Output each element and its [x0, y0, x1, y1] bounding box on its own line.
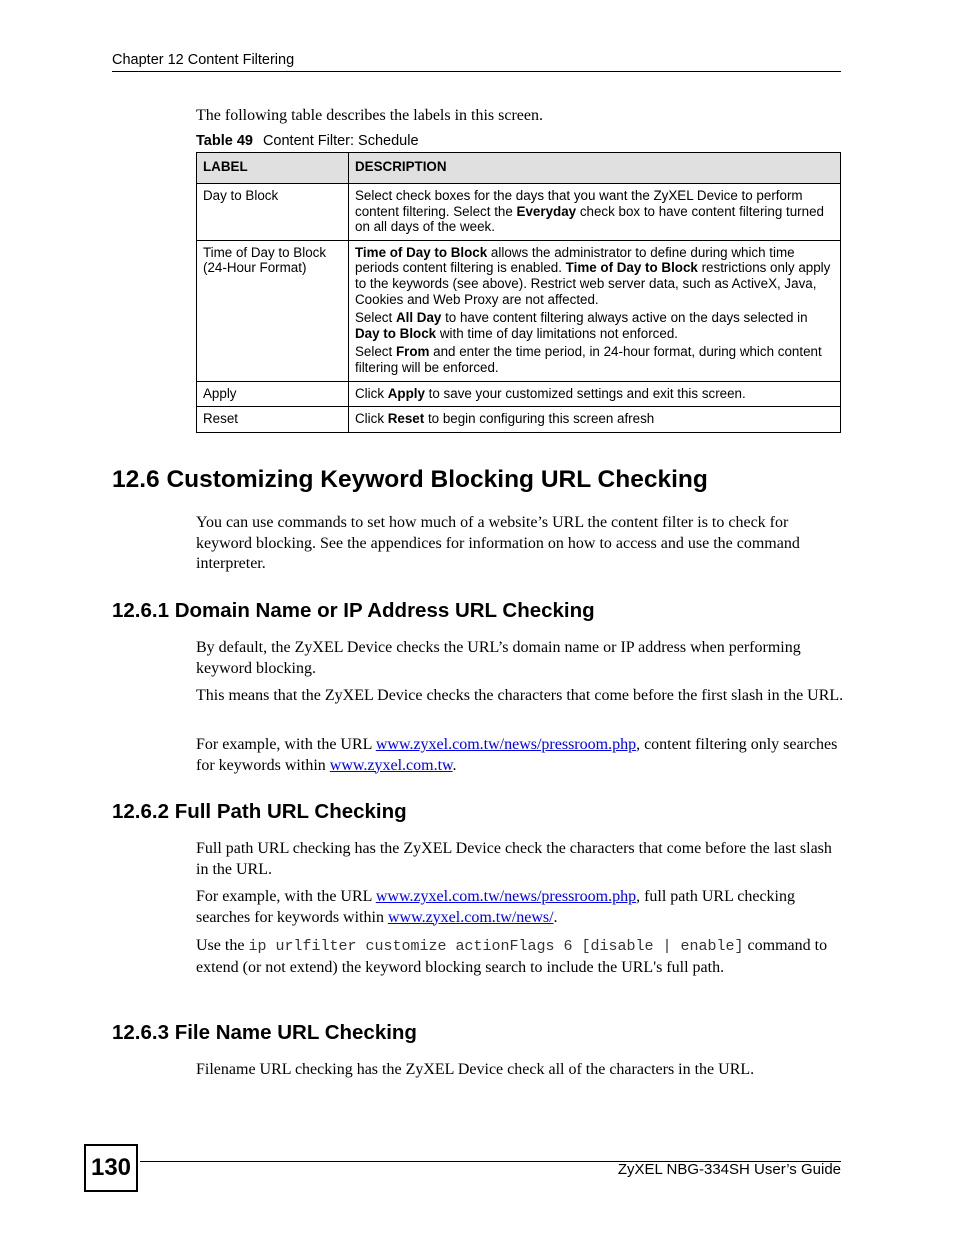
chapter-title: Chapter 12 Content Filtering: [112, 52, 295, 68]
text-span: Select check boxes for the days that you want the ZyXEL Device to perform content filtering. Select the: [355, 188, 803, 219]
text-span: Use the: [196, 937, 249, 954]
text-span: Click: [355, 385, 388, 401]
text-span: .: [452, 756, 457, 774]
section-12-6-1-paragraph-1: By default, the ZyXEL Device checks the URL’s domain name or IP address when performing keyword blocking.: [196, 639, 801, 677]
description-column-header: DESCRIPTION: [349, 153, 841, 184]
text-span: For example, with the URL: [196, 736, 376, 753]
row-label-line: Time of Day to Block: [203, 244, 327, 260]
url-link[interactable]: www.zyxel.com.tw/news/pressroom.php: [375, 888, 637, 905]
text-span: Select: [355, 344, 396, 360]
labels-table: [196, 152, 841, 433]
command-text: ip urlfilter customize actionFlags 6 [disable | enable]: [248, 938, 744, 955]
text-span: , full path URL checking searches for keywords within: [196, 888, 795, 926]
section-12-6-paragraph: You can use commands to set how much of a website’s URL the content filter is to check for keyword blocking. See the appendices for information on how to access and use the command interpreter.: [196, 514, 800, 572]
bold-text: Reset: [387, 411, 425, 427]
row-description: [349, 240, 841, 381]
text-span: and enter the time period, in 24-hour format, during which content filtering will be enforced.: [355, 344, 822, 375]
table-row: [197, 407, 841, 433]
section-12-6-1-paragraph-3: [196, 735, 846, 776]
text-span: with time of day limitations not enforced.: [436, 325, 678, 341]
row-label: Day to Block: [197, 184, 349, 241]
bold-text: Time of Day to Block: [565, 260, 698, 276]
section-12-6-2-paragraph-1: Full path URL checking has the ZyXEL Device check the characters that come before the last slash in the URL.: [196, 840, 832, 878]
url-link[interactable]: www.zyxel.com.tw: [329, 756, 453, 774]
bold-text: From: [395, 344, 430, 360]
text-span: to have content filtering always active on the days selected in: [441, 310, 808, 326]
table-row: [197, 381, 841, 407]
guide-title: ZyXEL NBG-334SH User’s Guide: [617, 1161, 841, 1178]
url-link[interactable]: www.zyxel.com.tw/news/: [387, 908, 554, 926]
row-label: Reset: [197, 407, 349, 433]
text-span: restrictions only apply to the keywords (see above). Restrict web server data, such as ActiveX, Java, Cookies and Web Proxy are not affected.: [355, 260, 831, 307]
bold-text: Apply: [387, 385, 425, 401]
running-header: [112, 52, 841, 72]
text-span: command to extend (or not extend) the keyword blocking search to include the URL's full path.: [196, 937, 828, 976]
text-span: Click: [355, 411, 388, 427]
intro-text: The following table describes the labels in this screen.: [196, 107, 544, 124]
row-description: [349, 407, 841, 433]
section-heading-12-6-3: 12.6.3 File Name URL Checking: [112, 1021, 417, 1044]
bold-text: Everyday: [516, 203, 577, 219]
row-description: [349, 381, 841, 407]
text-span: , content filtering only searches for keywords within: [196, 736, 838, 774]
bold-text: All Day: [395, 310, 442, 326]
section-heading-12-6: 12.6 Customizing Keyword Blocking URL Checking: [112, 466, 708, 493]
section-heading-12-6-1: 12.6.1 Domain Name or IP Address URL Checking: [112, 599, 595, 622]
row-description: [349, 184, 841, 241]
description-paragraph: [355, 344, 834, 375]
text-span: Select: [355, 310, 396, 326]
text-span: to save your customized settings and exit this screen.: [424, 385, 746, 401]
table-caption-title: Content Filter: Schedule: [262, 133, 419, 149]
bold-text: Day to Block: [355, 325, 437, 341]
table-caption-number: Table 49: [196, 133, 253, 149]
text-span: For example, with the URL: [196, 888, 376, 905]
section-12-6-1-paragraph-2: This means that the ZyXEL Device checks the characters that come before the first slash in the URL.: [196, 687, 844, 704]
section-12-6-3-paragraph: Filename URL checking has the ZyXEL Device check all of the characters in the URL.: [196, 1061, 755, 1078]
section-heading-12-6-2: 12.6.2 Full Path URL Checking: [112, 800, 407, 823]
row-label: Apply: [197, 381, 349, 407]
row-label: [197, 240, 349, 381]
description-paragraph: [355, 310, 834, 341]
text-span: .: [553, 908, 558, 926]
section-12-6-2-paragraph-3: [196, 936, 846, 978]
description-paragraph: [355, 245, 834, 307]
table-row: [197, 184, 841, 241]
bold-text: Time of Day to Block: [355, 244, 488, 260]
label-column-header: LABEL: [197, 153, 349, 184]
table-header-row: [197, 153, 841, 184]
page-number: 130: [84, 1144, 138, 1192]
table-caption: [196, 133, 419, 149]
url-link[interactable]: www.zyxel.com.tw/news/pressroom.php: [375, 736, 637, 753]
section-12-6-2-paragraph-2: [196, 887, 846, 928]
table-row: [197, 240, 841, 381]
text-span: check box to have content filtering turned on all days of the week.: [355, 203, 824, 235]
text-span: allows the administrator to define during which time periods content filtering is enabled.: [355, 244, 795, 276]
row-label-line: (24-Hour Format): [203, 260, 307, 276]
text-span: to begin configuring this screen afresh: [424, 411, 655, 427]
